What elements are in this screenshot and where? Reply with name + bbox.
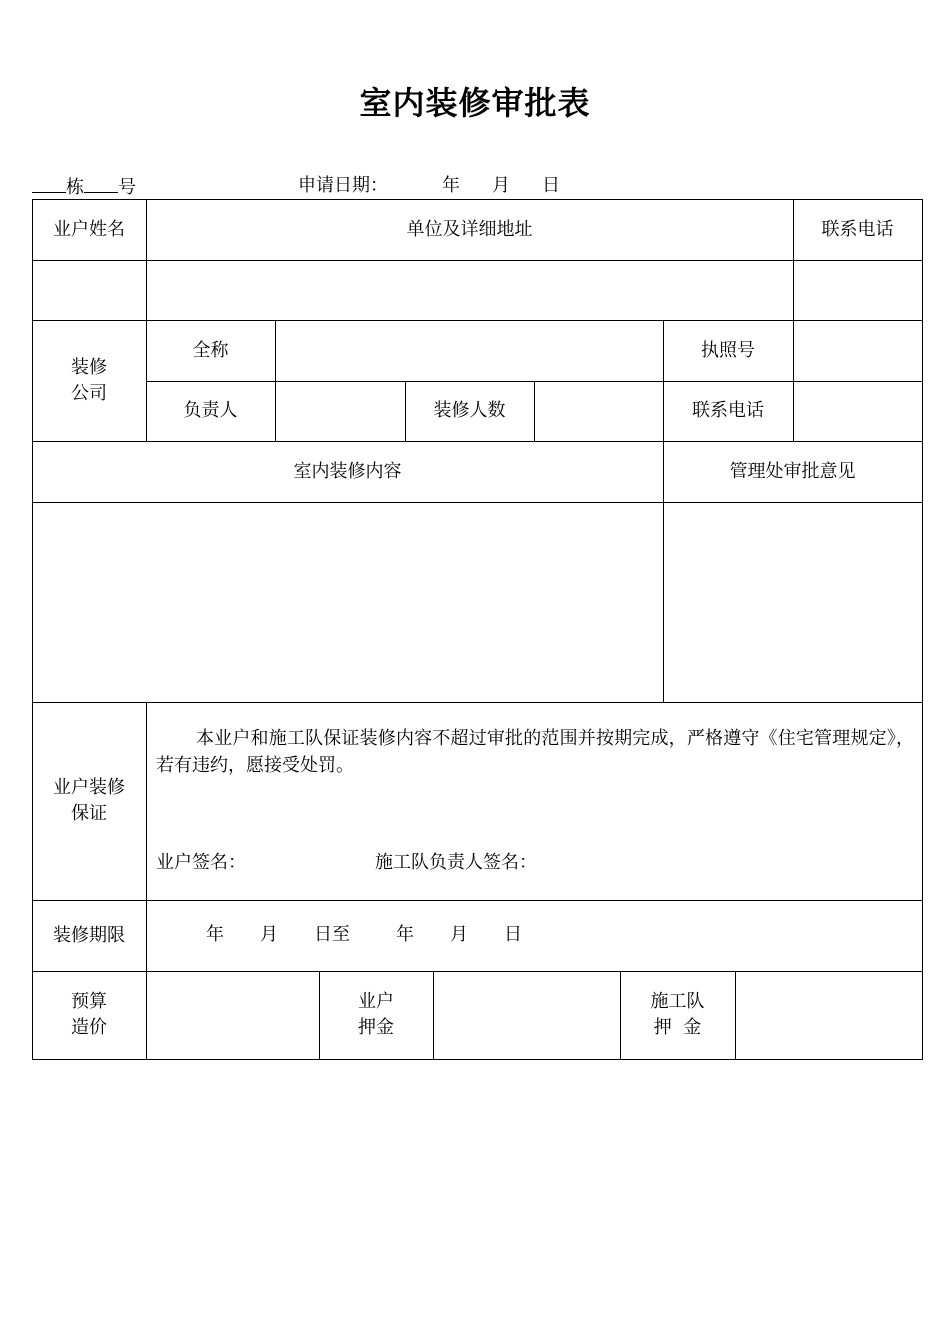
unit-address-field[interactable] <box>146 260 793 320</box>
apply-month-label: 月 <box>492 175 510 196</box>
budget-label: 预算 造价 <box>71 991 107 1038</box>
guarantee-label: 业户装修 保证 <box>53 777 125 824</box>
decoration-company-label: 装修 公司 <box>71 356 107 404</box>
full-name-field[interactable] <box>275 320 663 381</box>
decoration-content-header: 室内装修内容 <box>293 460 402 482</box>
row-line <box>32 702 922 703</box>
person-in-charge-label: 负责人 <box>183 400 238 421</box>
period-year2: 年 <box>396 924 414 945</box>
worker-count-label: 装修人数 <box>433 400 506 421</box>
company-phone-label: 联系电话 <box>692 400 764 421</box>
owner-deposit-field[interactable] <box>433 971 620 1059</box>
owner-name-field[interactable] <box>32 260 146 320</box>
budget-field[interactable] <box>146 971 319 1059</box>
owner-deposit-label: 业户 押金 <box>358 991 394 1038</box>
apply-year-label: 年 <box>442 175 460 196</box>
number-label: 号 <box>118 177 136 198</box>
team-leader-signature-label: 施工队负责人签名： <box>375 852 537 873</box>
worker-count-field[interactable] <box>534 381 663 441</box>
period-month1: 月 <box>260 924 278 945</box>
owner-name-header: 业户姓名 <box>53 218 125 240</box>
period-day2: 日 <box>504 924 522 945</box>
period-day-to: 日至 <box>314 924 350 945</box>
building-number-line <box>32 174 136 200</box>
number-blank[interactable] <box>84 174 118 193</box>
building-label: 栋 <box>66 177 84 198</box>
team-deposit-label: 施工队 押 金 <box>650 991 705 1038</box>
border-right <box>922 199 923 1060</box>
period-label: 装修期限 <box>53 924 125 946</box>
license-no-field[interactable] <box>793 320 922 381</box>
license-no-label: 执照号 <box>701 339 755 361</box>
approval-opinion-field[interactable] <box>663 502 922 702</box>
unit-address-header: 单位及详细地址 <box>406 218 533 240</box>
period-month2: 月 <box>450 924 468 945</box>
building-blank[interactable] <box>32 174 66 193</box>
row-line <box>32 900 922 901</box>
company-phone-field[interactable] <box>793 381 922 441</box>
decoration-content-field[interactable] <box>32 502 663 702</box>
full-name-label: 全称 <box>192 339 229 361</box>
team-deposit-field[interactable] <box>735 971 922 1059</box>
approval-opinion-header: 管理处审批意见 <box>729 460 856 482</box>
approval-table <box>32 199 922 1059</box>
owner-signature-label: 业户签名： <box>156 852 246 873</box>
apply-day-label: 日 <box>542 175 560 196</box>
contact-phone-field[interactable] <box>793 260 922 320</box>
border-bottom <box>32 1059 922 1060</box>
apply-date-label: 申请日期： <box>298 175 388 196</box>
page-title: 室内装修审批表 <box>359 84 591 122</box>
period-dates[interactable] <box>206 923 522 947</box>
person-in-charge-field[interactable] <box>275 381 405 441</box>
apply-date-line <box>298 174 560 198</box>
period-year1: 年 <box>206 924 224 945</box>
contact-phone-header: 联系电话 <box>821 218 894 240</box>
guarantee-text: 本业户和施工队保证装修内容不超过审批的范围并按期完成，严格遵守《住宅管理规定》，若有违约，愿接受处罚。 <box>156 728 914 776</box>
